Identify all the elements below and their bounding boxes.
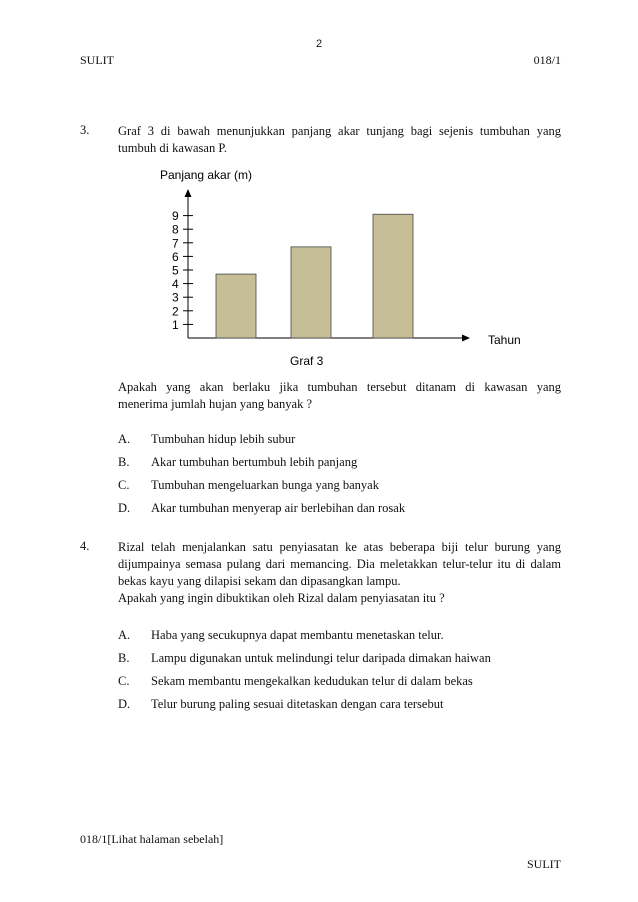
question-4-stem-line4: Apakah yang ingin dibuktikan oleh Rizal dalam penyiasatan itu ? bbox=[118, 591, 445, 605]
question-3-question-line1: Apakah yang akan berlaku jika tumbuhan tersebut ditanam di kawasan yang bbox=[118, 380, 561, 394]
q3-option-d-letter: D. bbox=[118, 501, 131, 515]
q4-option-d-text[interactable]: Telur burung paling sesuai ditetaskan dengan cara tersebut bbox=[151, 697, 444, 711]
y-axis-label: Panjang akar (m) bbox=[160, 168, 253, 182]
q3-option-c-text[interactable]: Tumbuhan mengeluarkan bunga yang banyak bbox=[151, 478, 379, 492]
header-classification: SULIT bbox=[80, 53, 114, 67]
question-3-number: 3. bbox=[80, 123, 90, 137]
chart-title: Graf 3 bbox=[290, 354, 324, 368]
question-4-stem-line2: dijumpainya semasa pulang dari memancing. Dia meletakkan telur-telur itu di dalam bbox=[118, 557, 561, 571]
header-paper-code: 018/1 bbox=[533, 53, 561, 67]
footer-classification: SULIT bbox=[527, 857, 561, 871]
y-tick-label: 1 bbox=[172, 317, 179, 332]
question-3-stem-line2: tumbuh di kawasan P. bbox=[118, 141, 228, 155]
q3-option-b-text[interactable]: Akar tumbuhan bertumbuh lebih panjang bbox=[151, 455, 358, 469]
bar-1 bbox=[216, 274, 256, 338]
q3-option-a-text[interactable]: Tumbuhan hidup lebih subur bbox=[151, 432, 296, 446]
q3-option-d-text[interactable]: Akar tumbuhan menyerap air berlebihan dan rosak bbox=[151, 501, 406, 515]
page-number: 2 bbox=[315, 38, 323, 50]
x-axis-arrow bbox=[462, 335, 470, 342]
y-tick-label: 2 bbox=[172, 304, 179, 319]
q3-option-c-letter: C. bbox=[118, 478, 130, 492]
question-3-stem-line1: Graf 3 di bawah menunjukkan panjang akar tunjang bagi sejenis tumbuhan yang bbox=[118, 124, 561, 138]
q4-option-d-letter: D. bbox=[118, 697, 131, 711]
question-4-stem-line3: bekas kayu yang dilapisi sekam dan dipasangkan lampu. bbox=[118, 574, 401, 588]
y-tick-label: 7 bbox=[172, 236, 179, 251]
bar-2 bbox=[291, 247, 331, 338]
question-3-question-line2: menerima jumlah hujan yang banyak ? bbox=[118, 397, 313, 411]
y-axis-arrow bbox=[185, 189, 192, 197]
question-4-number: 4. bbox=[80, 539, 90, 553]
q4-option-c-letter: C. bbox=[118, 674, 130, 688]
x-axis-label: Tahun bbox=[488, 333, 521, 347]
q3-option-b-letter: B. bbox=[118, 455, 130, 469]
bar-chart bbox=[140, 160, 540, 370]
q4-option-a-text[interactable]: Haba yang secukupnya dapat membantu menetaskan telur. bbox=[151, 628, 444, 642]
question-4-stem-line1: Rizal telah menjalankan satu penyiasatan ke atas beberapa biji telur burung yang bbox=[118, 540, 561, 554]
y-tick-label: 3 bbox=[172, 290, 179, 305]
q3-option-a-letter: A. bbox=[118, 432, 131, 446]
q4-option-c-text[interactable]: Sekam membantu mengekalkan kedudukan telur di dalam bekas bbox=[151, 674, 473, 688]
y-tick-label: 6 bbox=[172, 249, 179, 264]
q4-option-a-letter: A. bbox=[118, 628, 131, 642]
y-tick-label: 4 bbox=[172, 277, 179, 292]
y-tick-label: 8 bbox=[172, 222, 179, 237]
y-tick-label: 5 bbox=[172, 263, 179, 278]
bar-3 bbox=[373, 214, 413, 338]
footer-next-page-note: 018/1[Lihat halaman sebelah] bbox=[80, 832, 224, 846]
q4-option-b-letter: B. bbox=[118, 651, 130, 665]
y-tick-label: 9 bbox=[172, 209, 179, 224]
q4-option-b-text[interactable]: Lampu digunakan untuk melindungi telur daripada dimakan haiwan bbox=[151, 651, 491, 665]
